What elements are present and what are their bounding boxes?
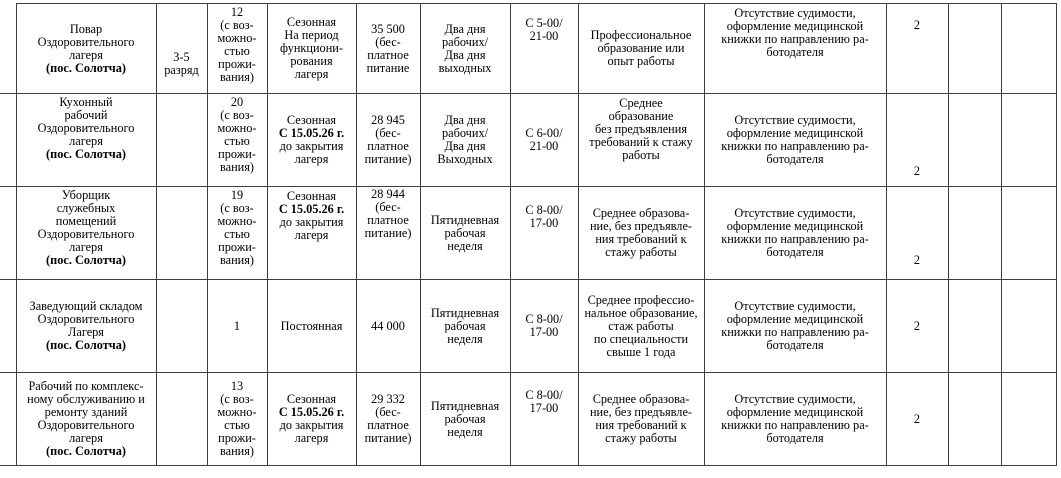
cell-line: прожи- — [218, 431, 256, 445]
cell-line: требований к стажу — [589, 135, 693, 149]
cell-line: стью — [224, 418, 250, 432]
cell-line: Выходных — [437, 152, 493, 166]
cell-line: (бес- — [375, 405, 401, 419]
cell-salary — [356, 373, 420, 466]
cell-line: 35 500 — [371, 21, 405, 36]
cell-line: Отсутствие судимости, — [734, 113, 856, 127]
cell-line: лагеря — [294, 431, 329, 445]
cell-grade — [156, 373, 207, 466]
left-cutoff-cell — [0, 4, 16, 94]
cell-line: служебных — [56, 201, 116, 215]
cell-line: вания) — [219, 160, 254, 174]
cell-line: Пятидневная — [430, 305, 500, 320]
cell-line: рования — [290, 54, 333, 68]
cell-education-requirements — [578, 4, 704, 94]
cell-line: до закрытия — [279, 215, 344, 229]
cell-line: ботодателя — [766, 152, 824, 166]
cell-line: лагеря — [69, 134, 103, 148]
left-cutoff-cell — [0, 373, 16, 466]
cell-grade — [156, 280, 207, 373]
cell-line: образование — [608, 109, 674, 123]
cell-line: 17-00 — [529, 401, 559, 415]
cell-line: С 8-00/ — [525, 203, 563, 217]
cell-line: до закрытия — [279, 418, 344, 432]
cell-line: вания) — [219, 253, 254, 267]
cell-salary — [356, 94, 420, 187]
cell-line: 29 332 — [371, 392, 405, 406]
cell-line: 3-5 — [173, 50, 190, 64]
cell-vacancy-count — [207, 280, 267, 373]
cell-line: Оздоровительного — [37, 34, 135, 49]
cell-line: Сезонная — [286, 392, 337, 406]
cell-line: ботодателя — [766, 338, 824, 352]
cell-line: С 5-00/ — [525, 16, 563, 30]
cell-line: 2 — [913, 411, 921, 426]
cell-line: Отсутствие судимости, — [734, 6, 856, 20]
cell-line: нальное образование, — [584, 305, 698, 320]
cell-line: лагеря — [294, 152, 329, 166]
cell-line: С 8-00/ — [525, 312, 563, 326]
cell-line: (с воз- — [220, 392, 254, 406]
cell-line: Оздоровительного — [37, 227, 135, 241]
cell-line: до закрытия — [279, 139, 344, 153]
cell-line: (бес- — [375, 34, 401, 49]
cell-line: по специальности — [593, 331, 689, 346]
cell-working-hours — [510, 280, 578, 373]
cell-line: Отсутствие судимости, — [734, 392, 856, 406]
cell-line: Отсутствие судимости, — [734, 206, 856, 220]
cell-line: (пос. Солотча) — [46, 147, 126, 161]
cell-line: Среднее образова- — [592, 392, 690, 406]
cell-vacancy-count — [207, 373, 267, 466]
cell-job-title — [16, 373, 156, 466]
cell-line: рабочих/ — [441, 126, 489, 140]
cell-line: можно- — [217, 121, 257, 135]
cell-grade — [156, 4, 207, 94]
cell-line: оформление медицинской — [726, 126, 864, 140]
cell-line: стью — [224, 44, 250, 58]
cell-line: (пос. Солотча) — [46, 444, 126, 458]
cell-line: 2 — [913, 164, 921, 178]
cell-line: (бес- — [375, 126, 401, 140]
cell-line: (с воз- — [220, 18, 254, 32]
cell-line: 28 945 — [371, 113, 405, 127]
cell-line: можно- — [217, 214, 257, 228]
cell-line: 44 000 — [371, 318, 405, 333]
cell-line: 17-00 — [529, 216, 559, 230]
cell-line: ния требований к — [595, 232, 687, 246]
cell-line: опыт работы — [607, 54, 675, 68]
cell-line: С 15.05.26 г. — [278, 126, 345, 140]
cell-positions-count — [886, 187, 948, 280]
cell-additional-requirements — [704, 94, 886, 187]
cell-work-schedule — [420, 280, 510, 373]
cell-line: рабочая — [444, 318, 486, 333]
cell-line: 2 — [913, 18, 921, 32]
cell-line: книжки по направлению ра- — [721, 32, 869, 46]
cell-line: лагеря — [294, 67, 329, 81]
cell-line: Оздоровительного — [37, 121, 135, 135]
cell-employment-type — [267, 4, 356, 94]
cell-line: функциони- — [280, 41, 343, 55]
cell-line: оформление медицинской — [726, 312, 864, 326]
cell-line: Два дня — [444, 47, 486, 62]
cell-vacancy-count — [207, 94, 267, 187]
cell-line: неделя — [447, 331, 483, 346]
cell-line: 21-00 — [529, 139, 559, 153]
cell-line: С 15.05.26 г. — [278, 202, 345, 216]
cell-empty-col-1 — [948, 373, 1001, 466]
cell-empty-col-2 — [1001, 280, 1056, 373]
cell-line: лагеря — [294, 228, 329, 242]
cell-empty-col-2 — [1001, 187, 1056, 280]
cell-job-title — [16, 187, 156, 280]
cell-line: 21-00 — [529, 29, 559, 43]
cell-line: питание) — [364, 152, 412, 166]
cell-line: Лагеря — [68, 325, 104, 339]
cell-line: Два дня — [444, 139, 486, 153]
cell-line: ботодателя — [766, 45, 824, 59]
cell-education-requirements — [578, 187, 704, 280]
cell-line: оформление медицинской — [726, 219, 864, 233]
cell-line: ние, без предъявле- — [589, 405, 693, 419]
cell-empty-col-1 — [948, 4, 1001, 94]
left-cutoff-cell — [0, 94, 16, 187]
cell-line: питание) — [364, 226, 412, 240]
cell-line: неделя — [447, 238, 483, 253]
cell-line: лагеря — [69, 431, 103, 445]
cell-positions-count — [886, 4, 948, 94]
cell-line: 20 — [230, 95, 244, 109]
table-row — [0, 373, 1056, 466]
cell-empty-col-1 — [948, 94, 1001, 187]
cell-grade — [156, 187, 207, 280]
cell-line: Сезонная — [286, 113, 337, 127]
cell-line: Повар — [69, 21, 103, 36]
cell-line: образование или — [597, 41, 685, 55]
cell-line: 12 — [230, 5, 244, 19]
cell-positions-count — [886, 280, 948, 373]
cell-line: оформление медицинской — [726, 19, 864, 33]
cell-empty-col-2 — [1001, 373, 1056, 466]
cell-line: На период — [284, 28, 339, 42]
cell-working-hours — [510, 373, 578, 466]
cell-job-title — [16, 94, 156, 187]
cell-line: платное — [367, 418, 409, 432]
cell-education-requirements — [578, 94, 704, 187]
cell-line: питание) — [364, 431, 412, 445]
cell-line: ние, без предъявле- — [589, 219, 693, 233]
cell-line: вания) — [219, 70, 254, 84]
cell-work-schedule — [420, 94, 510, 187]
table-row — [0, 280, 1056, 373]
cell-line: выходных — [438, 60, 492, 75]
cell-line: Сезонная — [286, 15, 337, 29]
cell-line: прожи- — [218, 147, 256, 161]
cell-line: Среднее образова- — [592, 206, 690, 220]
cell-line: ремонту зданий — [44, 405, 128, 419]
cell-line: питание — [366, 60, 410, 75]
cell-working-hours — [510, 4, 578, 94]
cell-positions-count — [886, 373, 948, 466]
cell-empty-col-1 — [948, 280, 1001, 373]
cell-line: (пос. Солотча) — [46, 253, 126, 267]
cell-line: вания) — [219, 444, 254, 458]
cell-line: ния требований к — [595, 418, 687, 432]
cell-line: Оздоровительного — [37, 418, 135, 432]
cell-positions-count — [886, 94, 948, 187]
cell-line: лагеря — [69, 240, 103, 254]
cell-line: стью — [224, 227, 250, 241]
cell-employment-type — [267, 187, 356, 280]
cell-line: можно- — [217, 405, 257, 419]
cell-line: 28 944 — [371, 187, 405, 201]
cell-line: Пятидневная — [430, 398, 500, 413]
cell-line: платное — [367, 139, 409, 153]
cell-line: 1 — [233, 318, 241, 333]
cell-line: платное — [367, 213, 409, 227]
cell-line: можно- — [217, 31, 257, 45]
cell-line: (пос. Солотча) — [46, 338, 126, 352]
cell-line: Пятидневная — [430, 212, 500, 227]
cell-employment-type — [267, 280, 356, 373]
vacancy-table — [0, 3, 1057, 466]
cell-line: работы — [622, 148, 660, 162]
cell-line: Оздоровительного — [37, 312, 135, 326]
cell-line: без предъявления — [595, 122, 687, 136]
cell-work-schedule — [420, 373, 510, 466]
table-row — [0, 187, 1056, 280]
cell-empty-col-2 — [1001, 4, 1056, 94]
table-row — [0, 94, 1056, 187]
cell-line: оформление медицинской — [726, 405, 864, 419]
cell-line: Среднее — [619, 96, 663, 110]
cell-additional-requirements — [704, 280, 886, 373]
cell-line: 19 — [230, 188, 244, 202]
cell-empty-col-2 — [1001, 94, 1056, 187]
cell-line: Постоянная — [280, 318, 343, 333]
cell-line: ботодателя — [766, 431, 824, 445]
cell-line: лагеря — [69, 47, 103, 62]
cell-grade — [156, 94, 207, 187]
cell-line: рабочая — [444, 411, 486, 426]
cell-line: прожи- — [218, 240, 256, 254]
cell-line: неделя — [447, 424, 483, 439]
cell-line: стью — [224, 134, 250, 148]
cell-line: рабочая — [444, 225, 486, 240]
cell-line: платное — [367, 47, 409, 62]
cell-line: свыше 1 года — [606, 344, 676, 359]
cell-line: рабочих/ — [441, 34, 489, 49]
cell-working-hours — [510, 94, 578, 187]
cell-line: Отсутствие судимости, — [734, 299, 856, 313]
cell-salary — [356, 4, 420, 94]
cell-line: (бес- — [375, 200, 401, 214]
cell-line: книжки по направлению ра- — [721, 325, 869, 339]
cell-line: Два дня — [444, 113, 486, 127]
cell-employment-type — [267, 94, 356, 187]
cell-line: Кухонный — [59, 95, 113, 109]
cell-additional-requirements — [704, 373, 886, 466]
left-cutoff-cell — [0, 187, 16, 280]
cell-working-hours — [510, 187, 578, 280]
cell-line: Среднее профессио- — [587, 292, 695, 307]
cell-line: (с воз- — [220, 108, 254, 122]
cell-line: 13 — [230, 379, 244, 393]
cell-line: ботодателя — [766, 245, 824, 259]
vacancy-table-body — [0, 4, 1056, 466]
cell-line: книжки по направлению ра- — [721, 418, 869, 432]
cell-education-requirements — [578, 373, 704, 466]
cell-line: Профессиональное — [590, 28, 692, 42]
cell-work-schedule — [420, 4, 510, 94]
cell-line: стажу работы — [605, 245, 677, 259]
cell-line: книжки по направлению ра- — [721, 232, 869, 246]
cell-line: стажу работы — [605, 431, 677, 445]
cell-line: 2 — [913, 318, 921, 333]
table-row — [0, 4, 1056, 94]
cell-line: ному обслуживанию и — [27, 392, 145, 406]
cell-job-title — [16, 280, 156, 373]
cell-line: Уборщик — [61, 188, 111, 202]
cell-line: (пос. Солотча) — [46, 60, 126, 75]
cell-line: С 6-00/ — [525, 126, 563, 140]
cell-line: Заведующий складом — [29, 299, 143, 313]
cell-line: 17-00 — [529, 325, 559, 339]
left-cutoff-cell — [0, 280, 16, 373]
cell-line: помещений — [55, 214, 117, 228]
cell-line: (с воз- — [220, 201, 254, 215]
cell-line: Два дня — [444, 21, 486, 36]
cell-education-requirements — [578, 280, 704, 373]
cell-work-schedule — [420, 187, 510, 280]
cell-empty-col-1 — [948, 187, 1001, 280]
cell-line: Сезонная — [286, 189, 337, 203]
cell-line: 2 — [913, 253, 921, 267]
cell-line: стаж работы — [608, 318, 674, 333]
cell-line: С 15.05.26 г. — [278, 405, 345, 419]
cell-line: книжки по направлению ра- — [721, 139, 869, 153]
cell-line: рабочий — [64, 108, 108, 122]
cell-employment-type — [267, 373, 356, 466]
cell-vacancy-count — [207, 4, 267, 94]
cell-job-title — [16, 4, 156, 94]
cell-line: прожи- — [218, 57, 256, 71]
cell-line: С 8-00/ — [525, 388, 563, 402]
cell-salary — [356, 280, 420, 373]
cell-vacancy-count — [207, 187, 267, 280]
cell-additional-requirements — [704, 187, 886, 280]
cell-line: разряд — [164, 63, 199, 77]
cell-line: Рабочий по комплекс- — [28, 379, 144, 393]
cell-additional-requirements — [704, 4, 886, 94]
cell-salary — [356, 187, 420, 280]
